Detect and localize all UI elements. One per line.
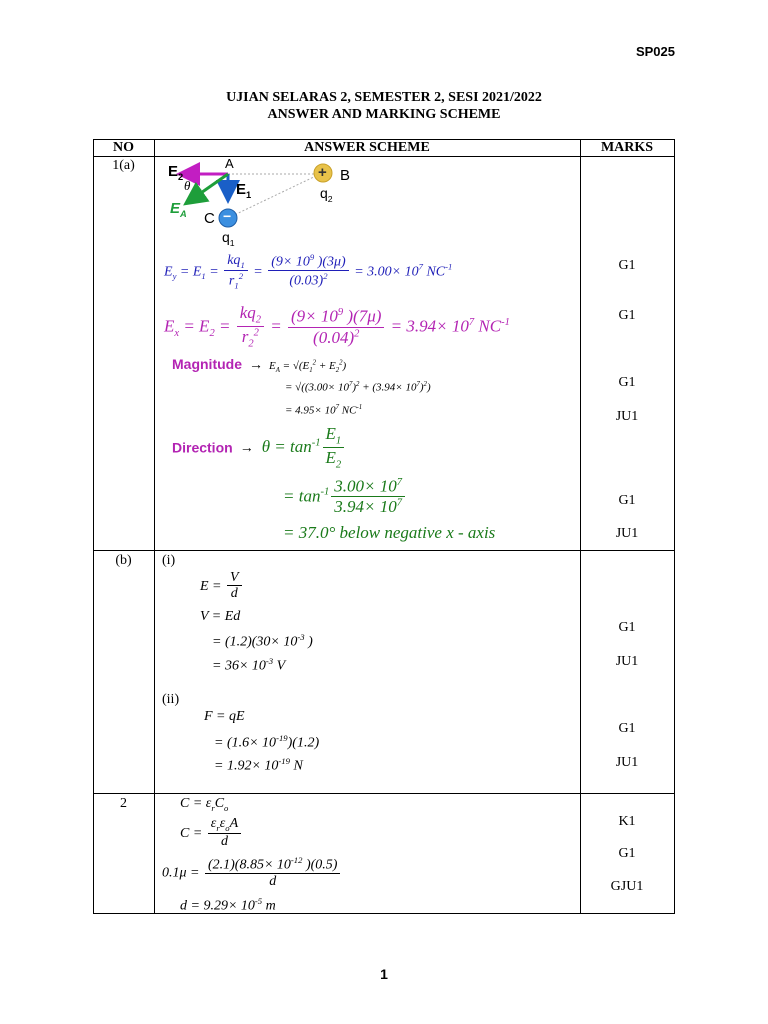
point-a-label: A	[225, 156, 234, 171]
direction-line-2: = $\tan^{-1}$ $\frac{3.00\times 10^7}{3.94\times 10^7}$	[283, 477, 407, 518]
theta-angle-label: θ	[184, 178, 191, 193]
part-ii-line-2: = $(1.6\times 10^{-19})(1.2)$	[214, 733, 320, 751]
q2-line-1: $C = \varepsilon_rC_o$	[180, 796, 229, 813]
document-code: SP025	[635, 44, 675, 59]
direction-line-3: = 37.0° below negative x - axis	[283, 523, 496, 542]
field-diagram	[160, 158, 370, 253]
equation-ey: $E_y = E_1$ = $\frac{kq_1}{r_1^2}$ = $\frac{(9\times 10^9 )(3\mu)}{(0.03)^2}$ = $3.00\times 10^7$ $NC^{-1}$	[164, 252, 453, 291]
column-header-marks: MARKS	[600, 140, 654, 155]
part-ii-line-1: F = qE	[204, 709, 245, 724]
mark-2-gju1: GJU1	[610, 879, 644, 894]
mark-2-g1: G1	[618, 846, 636, 861]
part-i-line-3: = $(1.2)(30\times 10^{-3}$ )	[212, 632, 313, 650]
e2-vector-label: $E_2$	[168, 163, 184, 182]
part-i-line-1: E = $\frac{V}{d}$	[200, 570, 244, 603]
charge-q2-label: $q_2$	[320, 185, 333, 204]
direction-label: Direction	[172, 439, 233, 456]
equation-ex: $E_x = E_2$ = $\frac{kq_2}{r_2^2}$ = $\frac{(9\times 10^9 )(7\mu)}{(0.04)^2}$ = $3.94\times 10^7$ $NC^{-1}$	[164, 303, 510, 350]
question-number-2: 2	[120, 796, 127, 811]
part-i-label: (i)	[162, 553, 176, 568]
e1-vector-label: $E_1$	[236, 181, 252, 200]
diagram-lines	[160, 158, 370, 253]
part-i-line-2: V = Ed	[200, 609, 241, 624]
magnitude-line-3: = $4.95\times 10^7$ $NC^{-1}$	[285, 404, 363, 417]
part-ii-label: (ii)	[162, 692, 180, 707]
mark-1a-magnitude-ju: JU1	[615, 409, 639, 424]
mark-1a-direction-ju: JU1	[615, 526, 639, 541]
mark-1b-i-ju: JU1	[615, 654, 639, 669]
charge-q1-label: $q_1$	[222, 229, 235, 248]
ea-vector-label: $E_A$	[170, 200, 187, 219]
exam-subtitle: ANSWER AND MARKING SCHEME	[267, 107, 501, 122]
column-header-no: NO	[113, 140, 134, 155]
point-b-label: B	[340, 167, 351, 184]
mark-1b-ii-ju: JU1	[615, 755, 639, 770]
direction-line-1: Direction → $\theta = \tan^{-1}$ $\frac{E_1}{E_2}$	[172, 425, 346, 472]
page-number: 1	[380, 966, 388, 982]
exam-title: UJIAN SELARAS 2, SEMESTER 2, SESI 2021/2022	[226, 90, 542, 105]
mark-1b-ii: G1	[618, 721, 636, 736]
q2-line-4: $d = 9.29\times 10^{-5}$ m	[180, 896, 276, 914]
mark-1a-ey: G1	[618, 258, 636, 273]
magnitude-line-2: = $√((3.00\times 10^7)^2 + (3.94\times 10^7)^2)$	[285, 381, 431, 394]
question-number-1b: (b)	[115, 553, 132, 568]
mark-1a-direction: G1	[618, 493, 636, 508]
minus-charge-sign: −	[223, 208, 232, 224]
q2-line-2: C = $\frac{\varepsilon_r\varepsilon_oA}{d}$	[180, 816, 243, 851]
q2-line-3: 0.1μ = $\frac{(2.1)(8.85\times 10^{-12} )(0.5)}{d}$	[162, 856, 342, 891]
mark-2-k1: K1	[618, 814, 636, 829]
magnitude-line-1: Magnitude → $E_A = √(E_1^2 + E_2^2)$	[172, 356, 347, 375]
question-number-1a: 1(a)	[112, 158, 135, 173]
point-c-label: C	[204, 210, 215, 227]
part-ii-line-3: = $1.92\times 10^{-19}$ N	[214, 756, 303, 774]
mark-1a-magnitude: G1	[618, 375, 636, 390]
part-i-line-4: = $36\times 10^{-3}$ V	[212, 656, 286, 674]
column-header-scheme: ANSWER SCHEME	[304, 140, 430, 155]
magnitude-label: Magnitude	[172, 356, 242, 372]
plus-charge-sign: +	[318, 164, 327, 181]
mark-1a-ex: G1	[618, 308, 636, 323]
mark-1b-i: G1	[618, 620, 636, 635]
